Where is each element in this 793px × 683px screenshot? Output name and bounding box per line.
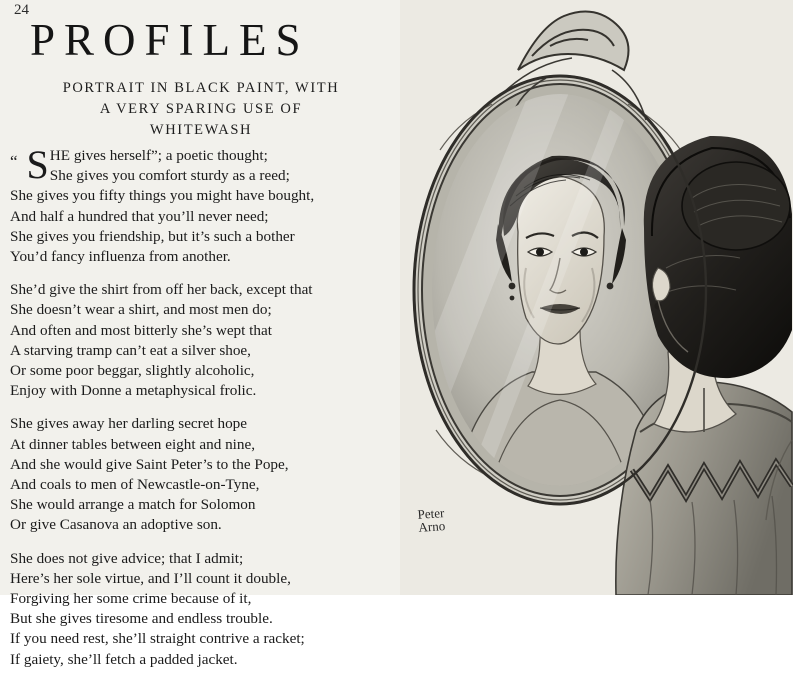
- poem-line: HE gives herself”; a poetic thought;: [49, 147, 268, 164]
- poem-line: Enjoy with Donne a metaphysical frolic.: [10, 382, 257, 400]
- poem-line: And half a hundred that you’ll never need;: [10, 207, 269, 225]
- poem-line: Or some poor beggar, slightly alcoholic,: [10, 362, 255, 380]
- poem-line: And she would give Saint Peter’s to the Pope,: [10, 455, 289, 473]
- subtitle-line: A VERY SPARING USE OF: [99, 101, 303, 117]
- poem-line: And often and most bitterly she’s wept that: [10, 321, 272, 339]
- poem-body: [10, 142, 410, 683]
- page-number: 24: [14, 2, 29, 18]
- poem-line: She gives you comfort sturdy as a reed;: [49, 167, 290, 185]
- opening-quote: “: [10, 152, 18, 171]
- poem-line: She would arrange a match for Solomon: [10, 496, 256, 514]
- poem-stanza: [10, 414, 410, 535]
- poem-stanza: [10, 549, 410, 670]
- poem-line: She does not give advice; that I admit;: [10, 549, 244, 567]
- subtitle-line: PORTRAIT IN BLACK PAINT, WITH: [62, 80, 340, 96]
- poem-line: At dinner tables between eight and nine,: [10, 435, 256, 453]
- poem-line: She doesn’t wear a shirt, and most men do;: [10, 301, 272, 319]
- poem-line: Forgiving her some crime because of it,: [10, 590, 252, 608]
- poem-line: She gives you fifty things you might have bought,: [10, 187, 315, 205]
- poem-line: Here’s her sole virtue, and I’ll count it double,: [10, 569, 291, 587]
- poem-line: If gaiety, she’ll fetch a padded jacket.: [10, 650, 238, 668]
- poem-line: She’d give the shirt from off her back, except that: [10, 281, 313, 299]
- subtitle-line: WHITEWASH: [149, 122, 253, 138]
- signature-line: Peter: [417, 505, 445, 522]
- signature-line: Arno: [417, 518, 446, 535]
- poem-line: But she gives tiresome and endless trouble.: [10, 610, 273, 628]
- page-title: PROFILES: [30, 15, 310, 65]
- poem-line: She gives you friendship, but it’s such a bother: [10, 227, 295, 245]
- poem-line: A starving tramp can’t eat a silver shoe,: [10, 341, 251, 359]
- poem-line: And coals to men of Newcastle-on-Tyne,: [10, 476, 260, 494]
- poem-line: She gives away her darling secret hope: [10, 415, 248, 433]
- illustration-artwork: [400, 0, 793, 595]
- poem-line: You’d fancy influenza from another.: [10, 248, 231, 266]
- article-subtitle: [36, 78, 366, 141]
- poem-line: Or give Casanova an adoptive son.: [10, 516, 222, 534]
- illustration: [400, 0, 793, 595]
- drop-cap: S: [26, 142, 49, 187]
- poem-stanza: [10, 142, 410, 267]
- artist-signature: [417, 506, 445, 534]
- poem-line: If you need rest, she’ll straight contrive a racket;: [10, 630, 305, 648]
- poem-stanza: [10, 280, 410, 401]
